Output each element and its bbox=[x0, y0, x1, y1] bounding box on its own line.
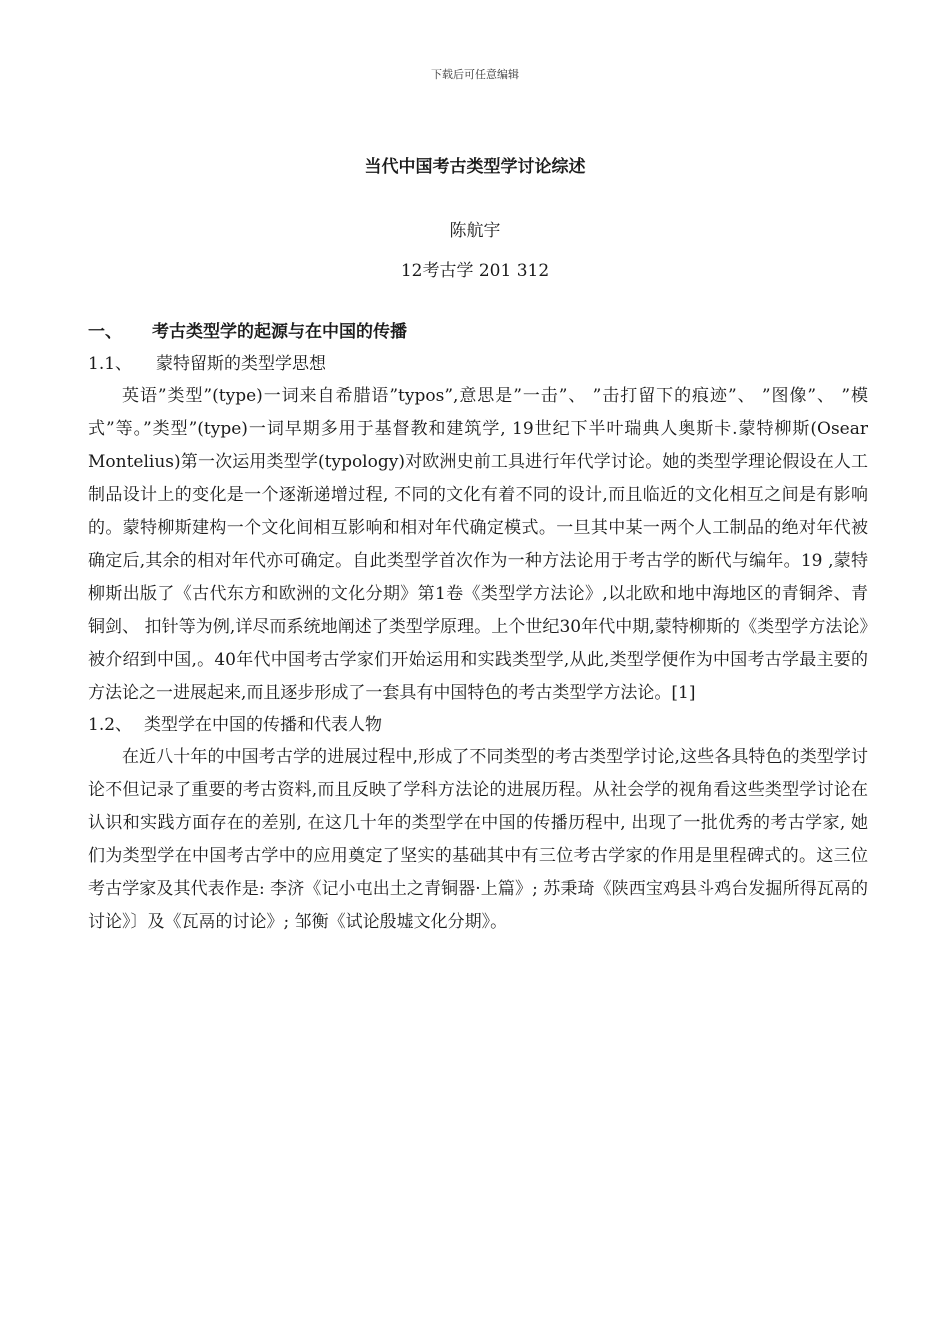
subsection-title: 蒙特留斯的类型学思想 bbox=[156, 354, 326, 374]
author-affiliation: 12考古学 201 312 bbox=[400, 261, 550, 281]
header-note: 下载后可任意编辑 bbox=[431, 68, 519, 81]
body-paragraph: 在近八十年的中国考古学的进展过程中,形成了不同类型的考古类型学讨论,这些各具特色的类型学讨论不但记录了重要的考古资料,而且反映了学科方法论的进展历程。从社会学的视角看这些类型学讨论在认识和实践方面存在的差别, 在这几十年的类型学在中国的传播历程中, 出现了一批优秀的考古学家, 她们为类型学在中国考古学中的应用奠定了坚实的基础其中有三位考古学家的作用是里程碑式的。这三位考古学家及其代表作是: 李济《记小屯出土之青铜器·上篇》; 苏秉琦《陕西宝鸡县斗鸡台发掘所得瓦鬲的讨论》〕及《瓦鬲的讨论》; 邹衡《试论殷墟文化分期》。 bbox=[88, 747, 868, 932]
subsection-heading bbox=[88, 710, 868, 741]
subsection-title: 类型学在中国的传播和代表人物 bbox=[144, 715, 382, 735]
document-title: 当代中国考古类型学讨论综述 bbox=[364, 157, 586, 177]
body-paragraph: 英语”类型”(type)一词来自希腊语”typos”,意思是”一击”、 ”击打留下的痕迹”、 ”图像”、 ”模式”等。”类型”(type)一词早期多用于基督教和建筑学, 19世纪下半叶瑞典人奥斯卡.蒙特柳斯(Osear Montelius)第一次运用类型学(typology)对欧洲史前工具进行年代学讨论。她的类型学理论假设在人工制品设计上的变化是一个逐渐递增过程, 不同的文化有着不同的设计,而且临近的文化相互之间是有影响的。蒙特柳斯建构一个文化间相互影响和相对年代确定模式。一旦其中某一两个人工制品的绝对年代被确定后,其余的相对年代亦可确定。自此类型学首次作为一种方法论用于考古学的断代与编年。19 ,蒙特柳斯出版了《古代东方和欧洲的文化分期》第1卷《类型学方法论》,以北欧和地中海地区的青铜斧、青铜剑、 扣针等为例,详尽而系统地阐述了类型学原理。上个世纪30年代中期,蒙特柳斯的《类型学方法论》被介绍到中国,。40年代中国考古学家们开始运用和实践类型学,从此,类型学便作为中国考古学最主要的方法论之一进展起来,而且逐步形成了一套具有中国特色的考古类型学方法论。[1] bbox=[88, 386, 868, 703]
subsection-heading bbox=[88, 349, 868, 380]
document-body bbox=[88, 316, 868, 939]
subsection-number: 1.1、 bbox=[88, 354, 133, 374]
subsection-number: 1.2、 bbox=[88, 715, 133, 735]
section-title: 考古类型学的起源与在中国的传播 bbox=[152, 322, 407, 342]
section-number: 一、 bbox=[88, 322, 122, 342]
section-heading bbox=[88, 316, 868, 349]
author-name: 陈航宇 bbox=[449, 221, 501, 241]
